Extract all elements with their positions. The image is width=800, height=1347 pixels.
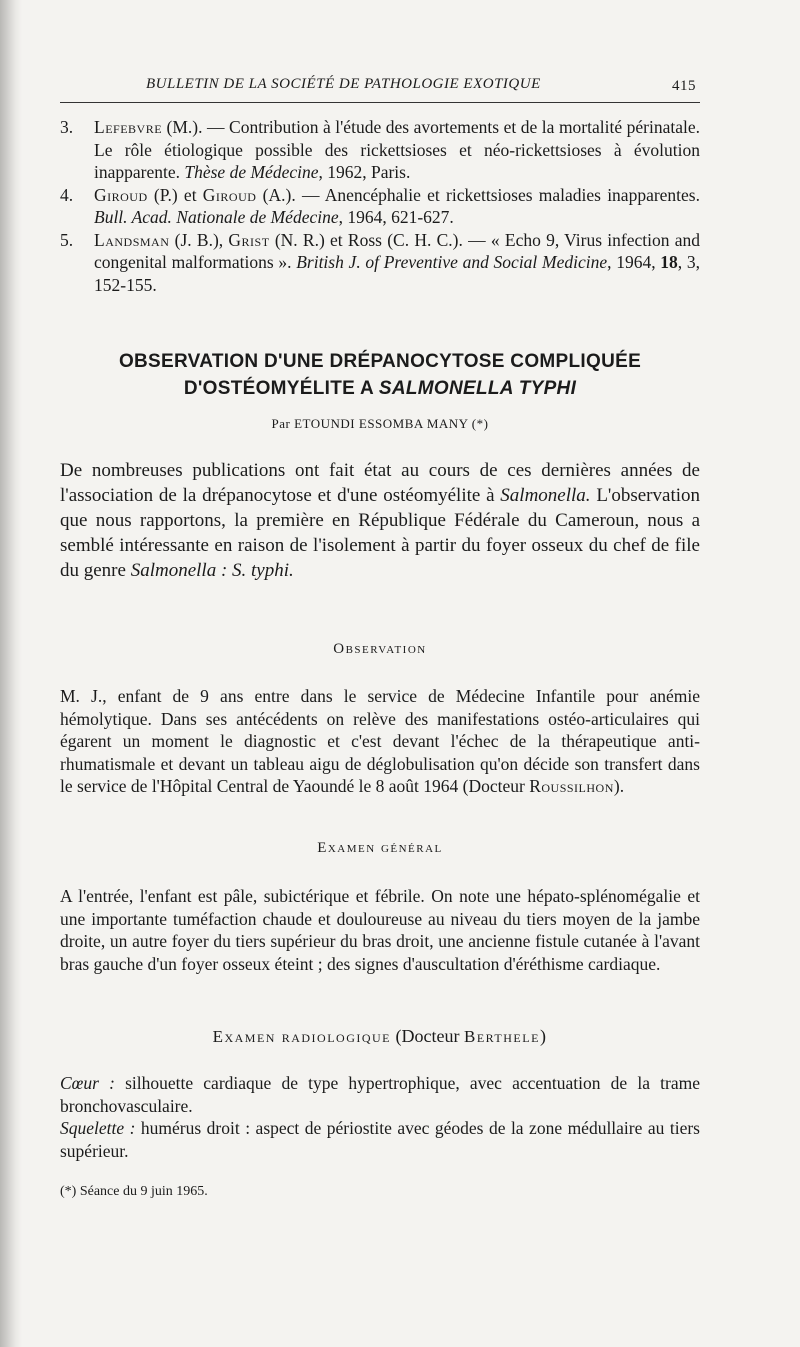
reference-item bbox=[60, 116, 700, 184]
journal-title: BULLETIN DE LA SOCIÉTÉ DE PATHOLOGIE EXOTIQUE bbox=[146, 76, 541, 92]
heading-name: Berthele bbox=[463, 1027, 540, 1046]
reference-text: (J. B.), bbox=[169, 229, 229, 250]
reference-source: Thèse de Médecine bbox=[184, 162, 319, 182]
heading-text: ) bbox=[539, 1026, 548, 1046]
page-number: 415 bbox=[672, 78, 696, 94]
reference-source: Bull. Acad. Nationale de Médecine bbox=[94, 207, 339, 227]
squelette-item bbox=[60, 1117, 700, 1162]
reference-volume: 18 bbox=[660, 252, 678, 272]
reference-author: Lefebvre bbox=[94, 117, 163, 137]
reference-author: Giroud bbox=[202, 184, 257, 205]
examen-radio-paragraph bbox=[60, 1072, 700, 1162]
page-gutter-shadow bbox=[0, 0, 22, 1347]
reference-author: Giroud bbox=[94, 184, 148, 205]
reference-author: Grist bbox=[228, 229, 270, 250]
item-label: Cœur : bbox=[60, 1073, 115, 1093]
item-label: Squelette : bbox=[60, 1118, 136, 1138]
reference-text: , 1962, Paris. bbox=[318, 162, 411, 182]
reference-text: , 1964, bbox=[607, 252, 661, 272]
article-title-line: OBSERVATION D'UNE DRÉPANOCYTOSE COMPLIQUÉE bbox=[118, 351, 642, 372]
paragraph-text: ). bbox=[613, 776, 625, 796]
reference-number: 5. bbox=[60, 229, 74, 250]
reference-item bbox=[60, 229, 700, 297]
reference-text: (M.). — Contribution à l'étude des avortements et de la mortalité périnatale. Le rôle étiologique possible des rickettsioses et néo-rickettsioses à évolution inapparente. bbox=[94, 117, 700, 182]
reference-text: (N. R.) et Ross (C. H. C.). — « Echo 9, Virus infection and congenital malformations ». bbox=[94, 229, 700, 272]
article-title-text: D'OSTÉOMYÉLITE A bbox=[183, 378, 379, 399]
section-heading-observation: Observation bbox=[333, 641, 427, 657]
footnote: (*) Séance du 9 juin 1965. bbox=[60, 1184, 208, 1199]
paragraph-text: M. J., enfant de 9 ans entre dans le service de Médecine Infantile pour anémie hémolytique. Dans ses antécédents on relève des manifestations ostéo-articulaires qui égarent un moment le diagnostic et c'est devant l'échec de la thérapeutique anti-rhumatismale et devant un tableau aigu de déglobulisation qu'on décide son transfert dans le service de l'Hôpital Central de Yaoundé le 8 août 1964 (Docteur bbox=[60, 686, 700, 796]
paragraph-italic: Salmonella : S. typhi. bbox=[130, 560, 294, 581]
reference-text: , 3, 152-155. bbox=[94, 252, 701, 295]
article-title-organism: SALMONELLA TYPHI bbox=[378, 378, 577, 399]
reference-text: (A.). — Anencéphalie et rickettsioses maladies inapparentes. bbox=[256, 184, 700, 205]
paragraph-italic: Salmonella. bbox=[500, 485, 591, 506]
reference-list bbox=[60, 116, 700, 296]
heading-text: (Docteur bbox=[391, 1026, 464, 1046]
byline: Par ETOUNDI ESSOMBA MANY (*) bbox=[271, 416, 489, 431]
article-title-line bbox=[60, 375, 700, 402]
paragraph-text: De nombreuses publications ont fait état au cours de ces dernières années de l'association de la drépanocytose et d'une ostéomyélite à bbox=[60, 460, 700, 506]
reference-number: 3. bbox=[60, 117, 74, 137]
coeur-item bbox=[60, 1072, 700, 1117]
running-head bbox=[60, 72, 700, 103]
paragraph-name: Roussilhon bbox=[529, 776, 614, 796]
article-title bbox=[60, 348, 700, 402]
reference-text: (P.) et bbox=[147, 184, 203, 205]
intro-paragraph bbox=[60, 458, 700, 583]
heading-text: Examen radiologique bbox=[212, 1027, 392, 1046]
reference-number: 4. bbox=[60, 184, 74, 205]
section-heading-examen-radiologique bbox=[60, 1026, 700, 1047]
reference-source: British J. of Preventive and Social Medicine bbox=[296, 252, 608, 272]
item-text: humérus droit : aspect de périostite avec géodes de la zone médullaire au tiers supérieur. bbox=[60, 1118, 700, 1161]
paragraph-text: L'observation que nous rapportons, la première en République Fédérale du Cameroun, nous a semblé intéressante en raison de l'isolement à partir du foyer osseux du chef de file du genre bbox=[60, 485, 700, 581]
examen-general-paragraph: A l'entrée, l'enfant est pâle, subictérique et fébrile. On note une hépato-splénomégalie et une importante tuméfaction chaude et douloureuse au niveau du tiers moyen de la jambe droite, un autre foyer du tiers supérieur du bras droit, une ancienne fistule cutanée à l'avant bras gauche d'un foyer osseux éteint ; des signes d'auscultation d'éréthisme cardiaque. bbox=[60, 886, 700, 974]
reference-text: , 1964, 621-627. bbox=[338, 207, 454, 227]
item-text: silhouette cardiaque de type hypertrophique, avec accentuation de la trame bronchovasculaire. bbox=[60, 1073, 700, 1116]
reference-item bbox=[60, 184, 700, 229]
observation-paragraph bbox=[60, 685, 700, 798]
reference-author: Landsman bbox=[94, 229, 170, 250]
section-heading-examen-general: Examen général bbox=[317, 840, 443, 856]
